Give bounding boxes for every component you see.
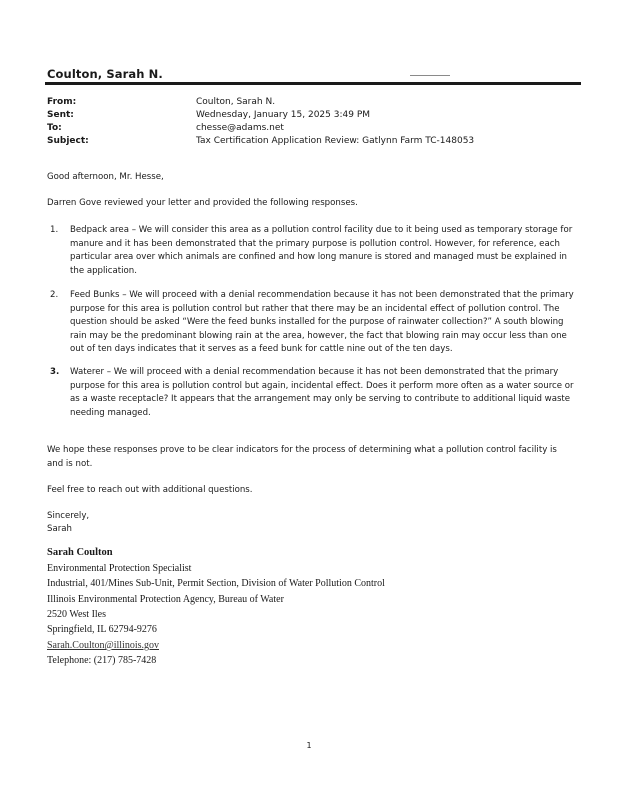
header-label: Sent: [47,110,74,120]
header-value: Coulton, Sarah N. [196,97,276,107]
list-item-feed-bunks [50,289,580,357]
list-item-number: 1. [50,225,59,235]
list-item-text: Feed Bunks – We will proceed with a denial recommendation because it has not been demonstrated that the primary purpose for this area is pollution control but rather that there may be an incidental effect of pollution control. The question should be asked “Were the feed bunks installed for the purpose of rainwater collection?” A south blowing rain may be the predominant blowing rain at the area, however, the fact that blowing rain may occur less than one out of ten days indicates that it serves as a feed bunk for cattle nine out of the ten days. [70,290,574,354]
signature-street: 2520 West Iles [47,609,107,620]
list-item-text: Bedpack area – We will consider this area as a pollution control facility due to it being used as temporary storage for manure and it has been demonstrated that the primary purpose is pollution control. However, for reference, each particular area over which animals are confined and how long manure is stored and managed must be explained in the application. [70,225,573,276]
header-label: From: [47,97,77,107]
closing-paragraph: We hope these responses prove to be clear indicators for the process of determining what a pollution control facility is and is not. [47,445,557,469]
header-label: To: [47,123,62,133]
header-value: chesse@adams.net [196,123,284,133]
header-label: Subject: [47,136,89,146]
signature-phone: Telephone: (217) 785-7428 [47,655,157,666]
greeting: Good afternoon, Mr. Hesse, [47,172,164,182]
followup-line: Feel free to reach out with additional questions. [47,485,253,495]
signature-city: Springfield, IL 62794-9276 [47,624,157,635]
header-value: Tax Certification Application Review: Gatlynn Farm TC-148053 [196,136,475,146]
list-item-number: 2. [50,290,59,300]
intro-paragraph: Darren Gove reviewed your letter and provided the following responses. [47,198,358,208]
list-item-text: Waterer – We will proceed with a denial recommendation because it has not been demonstrated that the primary purpose for this area is pollution control but again, incidental effect. Does it perform more often as a water source or as a waste receptacle? It appears that the arrangement may only be serving to contribute to additional liquid waste needing managed. [70,367,574,418]
sender-heading: Coulton, Sarah N. [47,67,163,81]
signature-email-link[interactable]: Sarah.Coulton@illinois.gov [47,640,159,651]
signoff: Sincerely, [47,511,90,521]
list-item-bedpack [50,224,580,278]
scan-artifact [410,75,450,76]
list-item-waterer [50,366,580,420]
signature-unit: Industrial, 401/Mines Sub-Unit, Permit Section, Division of Water Pollution Control [47,578,385,589]
signature-name: Sarah Coulton [47,547,113,558]
signature-agency: Illinois Environmental Protection Agency, Bureau of Water [47,594,284,605]
page-number: 1 [306,741,312,750]
signoff-name: Sarah [47,524,72,534]
header-value: Wednesday, January 15, 2025 3:49 PM [196,110,371,120]
list-item-number: 3. [50,367,60,377]
signature-title: Environmental Protection Specialist [47,563,192,574]
header-divider [45,82,581,85]
